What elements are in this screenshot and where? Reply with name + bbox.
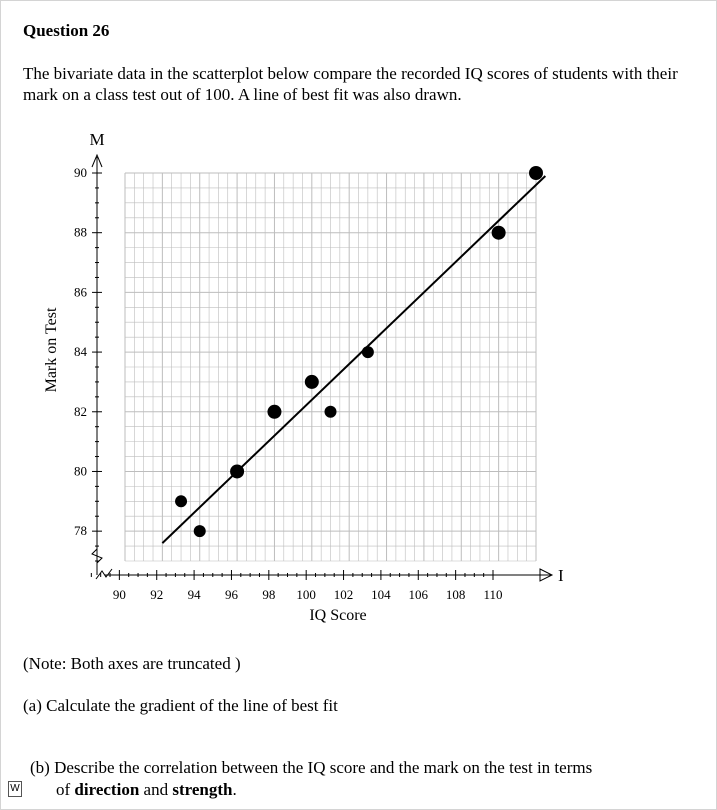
best-fit-line bbox=[162, 176, 545, 543]
y-tick-label: 88 bbox=[74, 224, 87, 240]
y-tick-label: 86 bbox=[74, 284, 87, 300]
x-axis-title: IQ Score bbox=[309, 607, 367, 624]
chart-axes bbox=[92, 155, 552, 581]
data-point bbox=[529, 166, 543, 180]
part-b-line-1: (b) Describe the correlation between the IQ score and the mark on the test in terms bbox=[30, 758, 593, 777]
x-tick-label: 100 bbox=[296, 587, 316, 602]
y-axis-title: Mark on Test bbox=[43, 307, 60, 393]
data-point bbox=[362, 346, 374, 358]
part-b-prefix: of bbox=[56, 780, 75, 799]
part-b-mid: and bbox=[139, 780, 173, 799]
x-tick-label: 106 bbox=[408, 587, 429, 602]
scatterplot bbox=[40, 125, 580, 630]
question-heading: Question 26 bbox=[23, 21, 110, 40]
data-point bbox=[194, 525, 206, 537]
x-tick-label: 90 bbox=[112, 587, 126, 602]
keyword-strength: strength bbox=[172, 780, 233, 799]
question-intro: The bivariate data in the scatterplot below compare the recorded IQ scores of students with their mark on a class test out of 100. A line of best fit was also drawn. bbox=[23, 64, 678, 104]
x-axis-letter: I bbox=[558, 566, 564, 585]
y-tick-label: 82 bbox=[74, 403, 87, 419]
data-point bbox=[305, 375, 319, 389]
x-tick-label: 108 bbox=[445, 587, 466, 602]
data-point bbox=[230, 464, 244, 478]
x-tick-label: 98 bbox=[262, 587, 276, 602]
axes-note: (Note: Both axes are truncated ) bbox=[23, 654, 241, 673]
part-b-text bbox=[30, 757, 592, 801]
y-tick-label: 78 bbox=[74, 523, 87, 539]
w-badge-icon: W bbox=[8, 781, 22, 797]
y-tick-label: 80 bbox=[74, 463, 87, 479]
y-tick-label: 84 bbox=[74, 344, 87, 360]
data-point bbox=[492, 226, 506, 240]
part-b-end: . bbox=[232, 780, 237, 799]
y-axis-letter: M bbox=[89, 130, 105, 149]
data-point bbox=[175, 495, 187, 507]
x-tick-label: 94 bbox=[187, 587, 201, 602]
chart-ticks bbox=[74, 165, 503, 602]
part-a-text: (a) Calculate the gradient of the line of best fit bbox=[23, 696, 338, 715]
data-point bbox=[267, 405, 281, 419]
keyword-direction: direction bbox=[74, 780, 140, 799]
x-tick-label: 104 bbox=[371, 587, 391, 602]
x-tick-label: 110 bbox=[483, 587, 503, 602]
x-tick-label: 92 bbox=[150, 587, 164, 602]
x-tick-label: 96 bbox=[224, 587, 238, 602]
data-point bbox=[325, 406, 337, 418]
y-tick-label: 90 bbox=[74, 165, 87, 180]
x-tick-label: 102 bbox=[333, 587, 354, 602]
part-b-line-2 bbox=[30, 779, 592, 801]
